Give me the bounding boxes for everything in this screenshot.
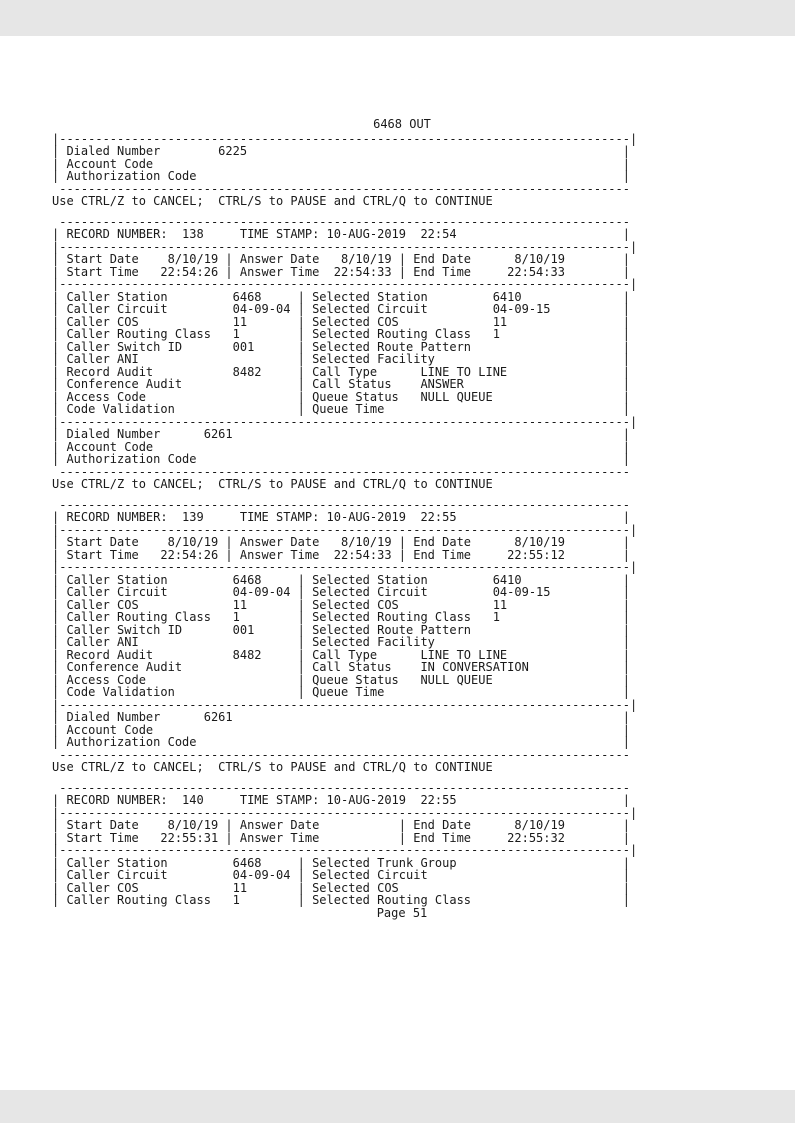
- field-row: | Record Audit 8482 | Call Type LINE TO LINE |: [52, 647, 630, 662]
- time-row: | Start Time 22:54:26 | Answer Time 22:54:33 | End Time 22:55:12 |: [52, 547, 630, 562]
- field-row: | Caller Switch ID 001 | Selected Route Pattern |: [52, 339, 630, 354]
- separator: |-------------------------------------------------------------------------------|: [52, 560, 638, 574]
- field-row: | Access Code | Queue Status NULL QUEUE |: [52, 389, 630, 404]
- field-row: | Code Validation | Queue Time |: [52, 402, 630, 416]
- field-row: | Caller Station 6468 | Selected Trunk Group |: [52, 855, 630, 870]
- field-row: | Caller Circuit 04-09-04 | Selected Circuit 04-09-15 |: [52, 585, 630, 599]
- record-separator: -------------------------------------------------------------------------------: [52, 497, 630, 512]
- page-footer: Page 51: [376, 905, 428, 920]
- separator: |-------------------------------------------------------------------------------|: [52, 239, 638, 254]
- separator: |-------------------------------------------------------------------------------|: [52, 697, 638, 712]
- scan-top-band: [0, 0, 795, 36]
- separator: |-------------------------------------------------------------------------------|: [52, 522, 638, 537]
- dialed-number-line: | Dialed Number 6261 |: [52, 710, 630, 724]
- separator: -------------------------------------------------------------------------------: [52, 464, 630, 479]
- time-row: | Start Time 22:55:31 | Answer Time | End Time 22:55:32 |: [52, 830, 630, 845]
- record-header: | RECORD NUMBER: 138 TIME STAMP: 10-AUG-2019 22:54 |: [52, 227, 630, 241]
- separator: |-------------------------------------------------------------------------------|: [52, 131, 638, 146]
- control-notice: Use CTRL/Z to CANCEL; CTRL/S to PAUSE and CTRL/Q to CONTINUE: [52, 477, 493, 491]
- control-notice: Use CTRL/Z to CANCEL; CTRL/S to PAUSE and CTRL/Q to CONTINUE: [52, 760, 493, 774]
- separator: |-------------------------------------------------------------------------------|: [52, 805, 638, 820]
- field-row: | Caller ANI | Selected Facility |: [52, 352, 630, 366]
- authorization-code-line: | Authorization Code |: [52, 169, 630, 183]
- field-row: | Caller COS 11 | Selected COS |: [52, 880, 630, 895]
- scan-bottom-band: [0, 1090, 795, 1123]
- separator: |-------------------------------------------------------------------------------|: [52, 843, 638, 857]
- authorization-code-line: | Authorization Code |: [52, 735, 630, 749]
- dialed-number-line: | Dialed Number 6261 |: [52, 427, 630, 441]
- field-row: | Access Code | Queue Status NULL QUEUE |: [52, 672, 630, 687]
- field-row: | Caller Circuit 04-09-04 | Selected Circuit 04-09-15 |: [52, 302, 630, 316]
- account-code-line: | Account Code |: [52, 439, 630, 454]
- date-row: | Start Date 8/10/19 | Answer Date 8/10/19 | End Date 8/10/19 |: [52, 535, 630, 549]
- field-row: | Conference Audit | Call Status IN CONVERSATION |: [52, 660, 630, 674]
- dialed-number-line: | Dialed Number 6225 |: [52, 144, 630, 158]
- separator: -------------------------------------------------------------------------------: [52, 181, 630, 196]
- separator: |-------------------------------------------------------------------------------|: [52, 414, 638, 429]
- field-row: | Code Validation | Queue Time |: [52, 685, 630, 699]
- page-header: 6468 OUT: [373, 117, 431, 131]
- record-header: | RECORD NUMBER: 140 TIME STAMP: 10-AUG-2019 22:55 |: [52, 793, 630, 807]
- field-row: | Caller COS 11 | Selected COS 11 |: [52, 597, 630, 612]
- time-row: | Start Time 22:54:26 | Answer Time 22:54:33 | End Time 22:54:33 |: [52, 264, 630, 279]
- field-row: | Caller COS 11 | Selected COS 11 |: [52, 314, 630, 329]
- record-separator: -------------------------------------------------------------------------------: [52, 214, 630, 229]
- date-row: | Start Date 8/10/19 | Answer Date | End Date 8/10/19 |: [52, 818, 630, 832]
- field-row: | Caller Routing Class 1 | Selected Routing Class 1 |: [52, 610, 630, 624]
- account-code-line: | Account Code |: [52, 722, 630, 737]
- field-row: | Caller Routing Class 1 | Selected Routing Class |: [52, 893, 630, 907]
- field-row: | Caller Routing Class 1 | Selected Routing Class 1 |: [52, 327, 630, 341]
- field-row: | Caller Circuit 04-09-04 | Selected Circuit |: [52, 868, 630, 882]
- separator: -------------------------------------------------------------------------------: [52, 747, 630, 762]
- control-notice: Use CTRL/Z to CANCEL; CTRL/S to PAUSE and CTRL/Q to CONTINUE: [52, 194, 493, 208]
- separator: |-------------------------------------------------------------------------------|: [52, 277, 638, 291]
- field-row: | Caller Switch ID 001 | Selected Route Pattern |: [52, 622, 630, 637]
- account-code-line: | Account Code |: [52, 156, 630, 171]
- authorization-code-line: | Authorization Code |: [52, 452, 630, 466]
- date-row: | Start Date 8/10/19 | Answer Date 8/10/19 | End Date 8/10/19 |: [52, 252, 630, 266]
- field-row: | Record Audit 8482 | Call Type LINE TO LINE |: [52, 364, 630, 379]
- field-row: | Caller ANI | Selected Facility |: [52, 635, 630, 649]
- field-row: | Caller Station 6468 | Selected Station 6410 |: [52, 572, 630, 587]
- record-header: | RECORD NUMBER: 139 TIME STAMP: 10-AUG-2019 22:55 |: [52, 510, 630, 524]
- field-row: | Conference Audit | Call Status ANSWER |: [52, 377, 630, 391]
- report-page: [52, 118, 692, 919]
- record-separator: -------------------------------------------------------------------------------: [52, 780, 630, 795]
- field-row: | Caller Station 6468 | Selected Station 6410 |: [52, 289, 630, 304]
